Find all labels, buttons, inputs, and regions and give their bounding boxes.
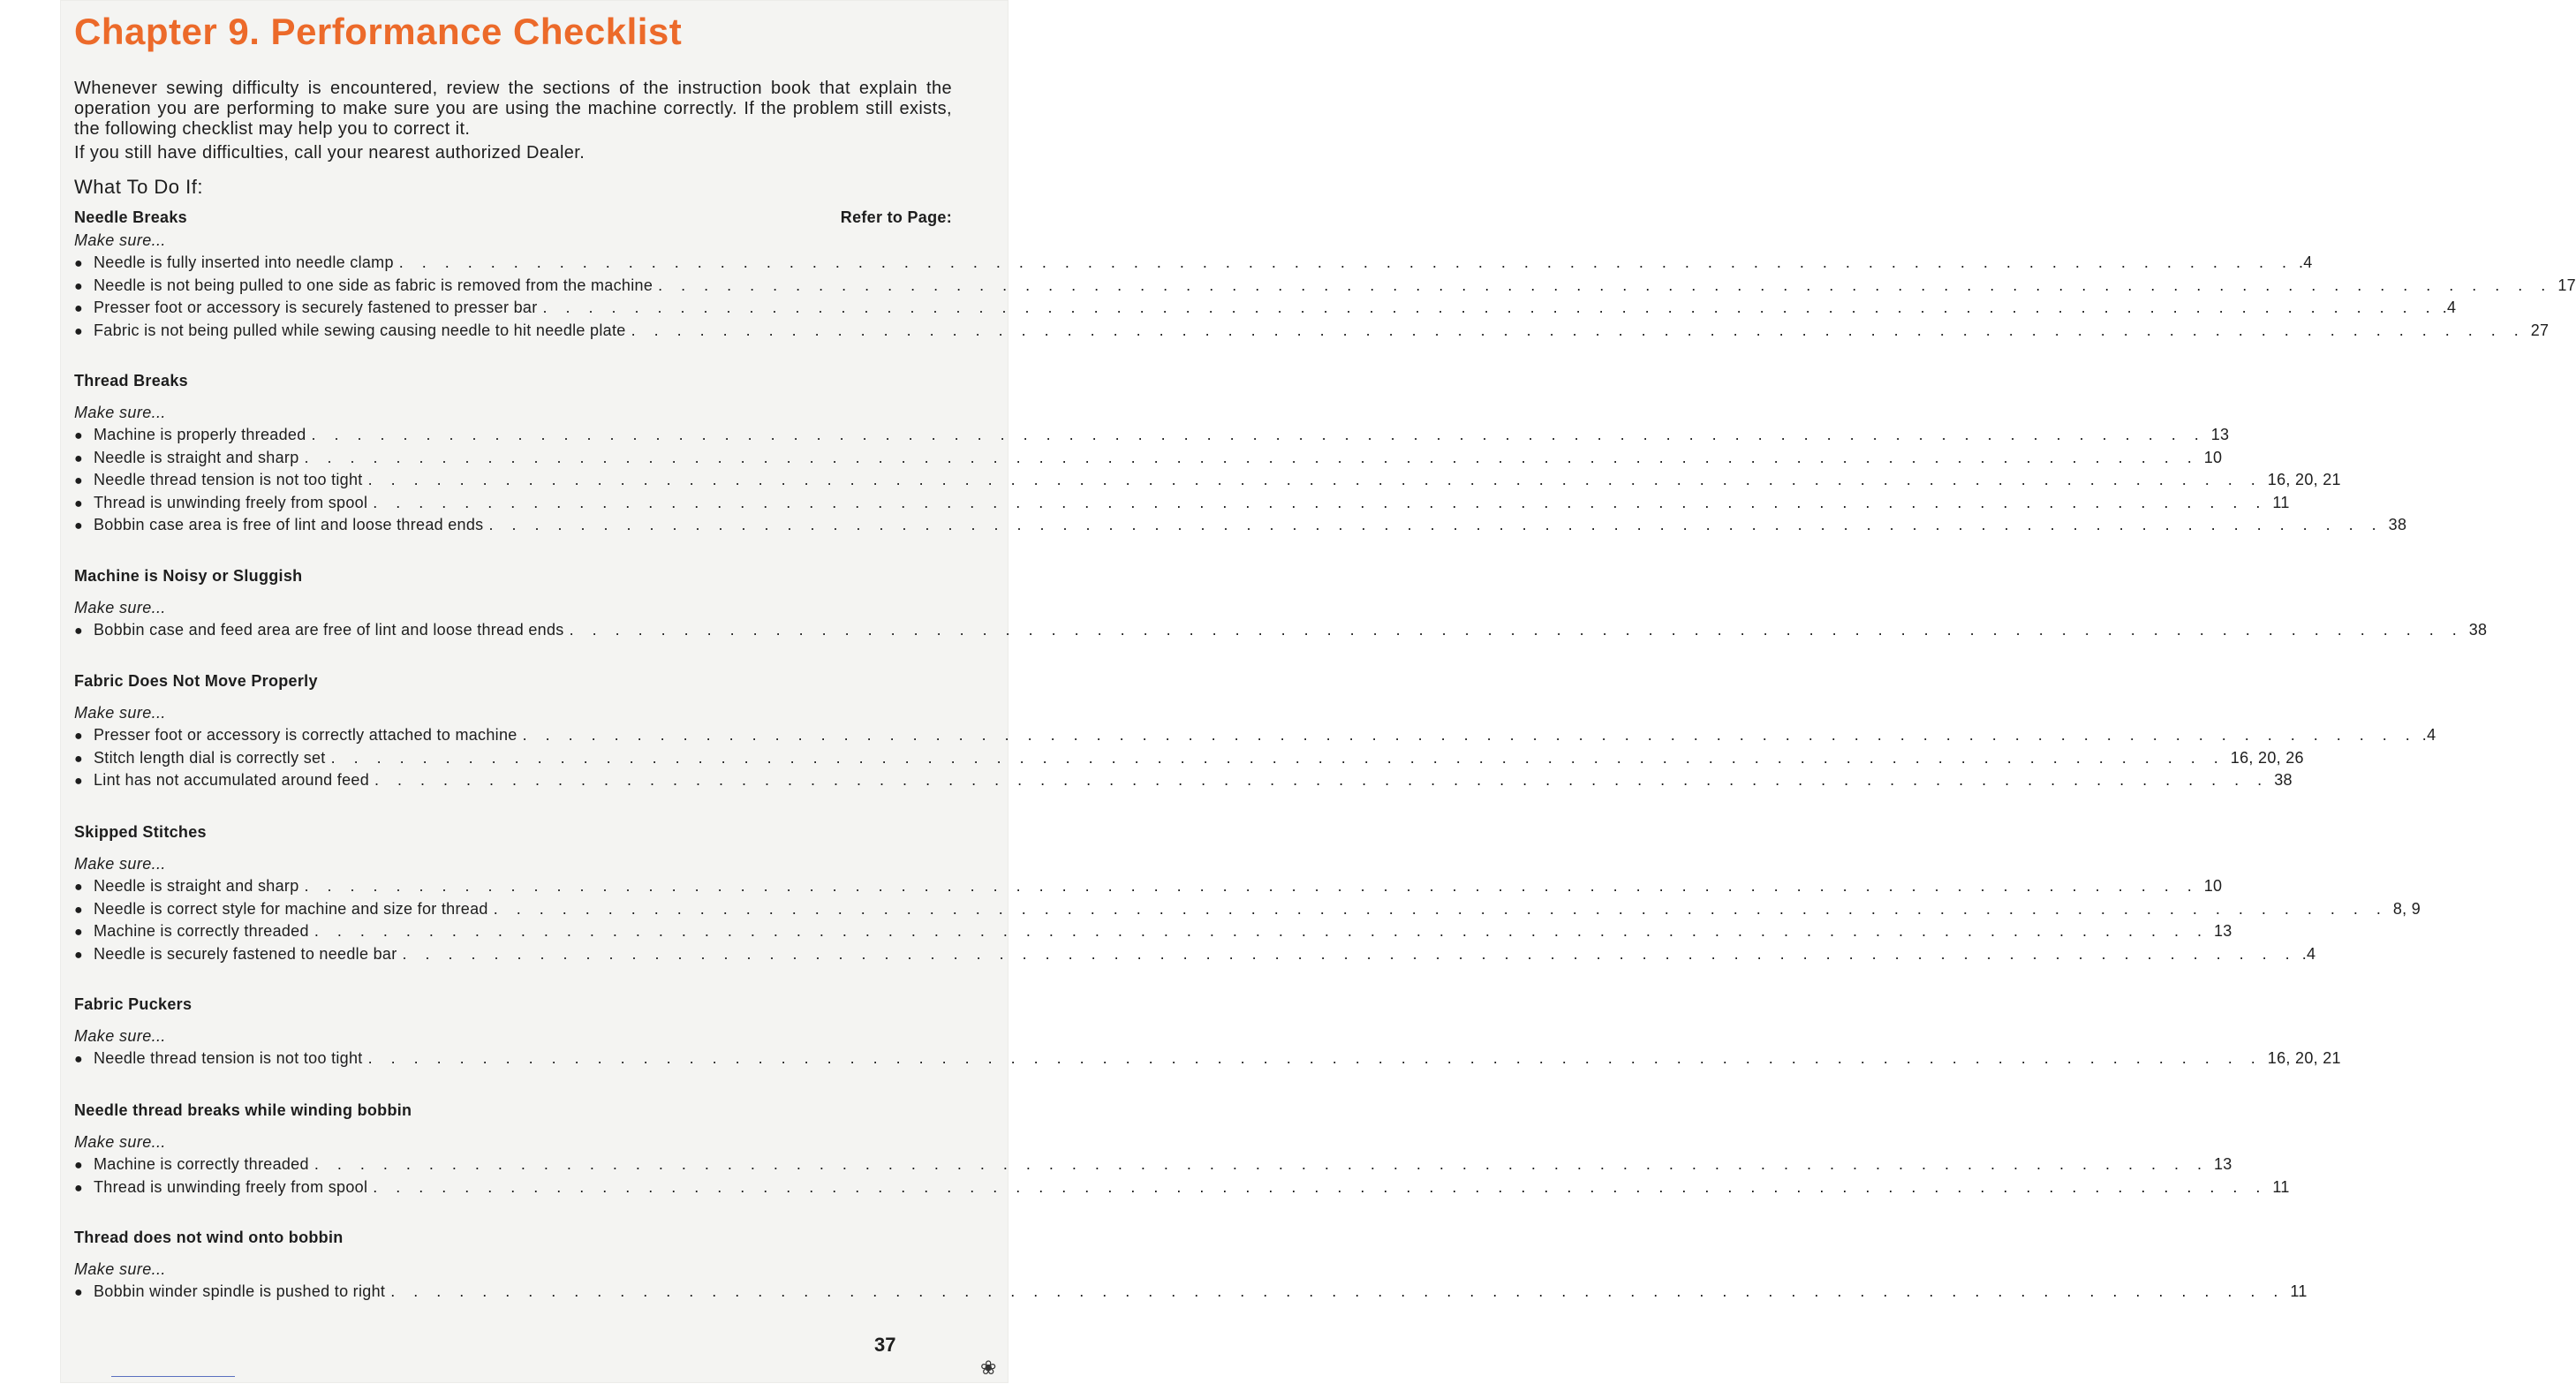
checklist-item: ● Thread is unwinding freely from spool . . . . . . . . . . . . . . . . . . . . . . . . . . . . . . . . . . . . . . . . . . . . . . . . . . . . . . . . . . . . . . . . . . . . . . . . . . . . . . . . . . . 11 <box>74 493 2290 511</box>
dot-leader: . . . . . . . . . . . . . . . . . . . . . . . . . . . . . . . . . . . . . . . . . . . . . . . . . . . . . . . . . . . . . . . . . . . . . . . . . . . . . . . . . . . <box>374 771 2270 789</box>
section-heading: Skipped Stitches <box>74 823 207 841</box>
bullet-icon: ● <box>74 473 83 488</box>
checklist-item: ● Needle is straight and sharp . . . . . . . . . . . . . . . . . . . . . . . . . . . . . . . . . . . . . . . . . . . . . . . . . . . . . . . . . . . . . . . . . . . . . . . . . . . . . . . . . . . 10 <box>74 877 2223 895</box>
make-sure-label: Make sure... <box>74 231 166 249</box>
bullet-icon: ● <box>74 947 83 963</box>
section-heading: Thread does not wind onto bobbin <box>74 1229 344 1246</box>
page-reference: 8, 9 <box>2392 899 2421 918</box>
checklist-item: ● Machine is correctly threaded . . . . . . . . . . . . . . . . . . . . . . . . . . . . . . . . . . . . . . . . . . . . . . . . . . . . . . . . . . . . . . . . . . . . . . . . . . . . . . . . . . . 13 <box>74 922 2232 940</box>
what-to-do-heading: What To Do If: <box>74 176 203 198</box>
page-reference: 16, 20, 26 <box>2230 748 2304 767</box>
section-heading: Machine is Noisy or Sluggish <box>74 567 303 585</box>
dot-leader: . . . . . . . . . . . . . . . . . . . . . . . . . . . . . . . . . . . . . . . . . . . . . . . . . . . . . . . . . . . . . . . . . . . . . . . . . . . . . . . . . . . <box>367 1049 2262 1067</box>
bullet-icon: ● <box>74 751 83 767</box>
dot-leader: . . . . . . . . . . . . . . . . . . . . . . . . . . . . . . . . . . . . . . . . . . . . . . . . . . . . . . . . . . . . . . . . . . . . . . . . . . . . . . . . . . . <box>314 922 2209 940</box>
make-sure-label: Make sure... <box>74 404 166 421</box>
section-bobbin-wind <box>74 1229 2308 1305</box>
page-reference: 38 <box>2274 771 2293 789</box>
page-reference: .4 <box>2442 299 2457 316</box>
dot-leader: . . . . . . . . . . . . . . . . . . . . . . . . . . . . . . . . . . . . . . . . . . . . . . . . . . . . . . . . . . . . . . . . . . . . . . . . . . . . . . . . . . . <box>569 621 2464 639</box>
section-machine-noisy <box>74 567 2488 644</box>
bullet-icon: ● <box>74 1180 83 1196</box>
dot-leader: . . . . . . . . . . . . . . . . . . . . . . . . . . . . . . . . . . . . . . . . . . . . . . . . . . . . . . . . . . . . . . . . . . . . . . . . . . . . . . . . . . . <box>402 944 2297 963</box>
checklist-item: ● Bobbin case and feed area are free of lint and loose thread ends . . . . . . . . . . . . . . . . . . . . . . . . . . . . . . . . . . . . . . . . . . . . . . . . . . . . . . . . . . . . . . . . . . . . . . . . . . . . . . . . . . . 38 <box>74 621 2488 639</box>
bullet-icon: ● <box>74 1158 83 1173</box>
bullet-icon: ● <box>74 518 83 533</box>
bullet-icon: ● <box>74 902 83 918</box>
page-reference: 11 <box>2272 1177 2290 1196</box>
dot-leader: . . . . . . . . . . . . . . . . . . . . . . . . . . . . . . . . . . . . . . . . . . . . . . . . . . . . . . . . . . . . . . . . . . . . . . . . . . . . . . . . . . . <box>304 877 2199 895</box>
page-reference: 10 <box>2203 448 2223 466</box>
bullet-icon: ● <box>74 301 83 316</box>
page-reference: 16, 20, 21 <box>2267 471 2341 488</box>
bullet-icon: ● <box>74 774 83 789</box>
make-sure-label: Make sure... <box>74 855 166 873</box>
checklist-item: ● Stitch length dial is correctly set . . . . . . . . . . . . . . . . . . . . . . . . . . . . . . . . . . . . . . . . . . . . . . . . . . . . . . . . . . . . . . . . . . . . . . . . . . . . . . . . . . . 16, 20, 26 <box>74 748 2304 767</box>
page-reference: 38 <box>2388 516 2407 533</box>
section-skipped-stitches <box>74 823 2421 967</box>
page-reference: 10 <box>2203 877 2223 895</box>
dot-leader: . . . . . . . . . . . . . . . . . . . . . . . . . . . . . . . . . . . . . . . . . . . . . . . . . . . . . . . . . . . . . . . . . . . . . . . . . . . . . . . . . . . <box>367 471 2262 488</box>
section-heading: Fabric Does Not Move Properly <box>74 672 318 690</box>
chapter-title: Chapter 9. Performance Checklist <box>74 11 683 52</box>
dot-leader: . . . . . . . . . . . . . . . . . . . . . . . . . . . . . . . . . . . . . . . . . . . . . . . . . . . . . . . . . . . . . . . . . . . . . . . . . . . . . . . . . . . <box>522 726 2417 744</box>
checklist-item: ● Needle thread tension is not too tight . . . . . . . . . . . . . . . . . . . . . . . . . . . . . . . . . . . . . . . . . . . . . . . . . . . . . . . . . . . . . . . . . . . . . . . . . . . . . . . . . . . 16, 20, 21 <box>74 471 2341 488</box>
dot-leader: . . . . . . . . . . . . . . . . . . . . . . . . . . . . . . . . . . . . . . . . . . . . . . . . . . . . . . . . . . . . . . . . . . . . . . . . . . . . . . . . . . . <box>658 276 2553 294</box>
make-sure-label: Make sure... <box>74 704 166 722</box>
bullet-icon: ● <box>74 278 83 294</box>
checklist-item: ● Machine is properly threaded . . . . . . . . . . . . . . . . . . . . . . . . . . . . . . . . . . . . . . . . . . . . . . . . . . . . . . . . . . . . . . . . . . . . . . . . . . . . . . . . . . . 13 <box>74 426 2230 443</box>
checklist-item: ● Needle is securely fastened to needle bar . . . . . . . . . . . . . . . . . . . . . . . . . . . . . . . . . . . . . . . . . . . . . . . . . . . . . . . . . . . . . . . . . . . . . . . . . . . . . . . . . . . .4 <box>74 944 2316 963</box>
checklist-item: ● Needle is fully inserted into needle clamp . . . . . . . . . . . . . . . . . . . . . . . . . . . . . . . . . . . . . . . . . . . . . . . . . . . . . . . . . . . . . . . . . . . . . . . . . . . . . . . . . . . .4 <box>74 253 2313 271</box>
page-reference: .4 <box>2421 726 2436 744</box>
bullet-icon: ● <box>74 256 83 271</box>
checklist-item: ● Bobbin winder spindle is pushed to right . . . . . . . . . . . . . . . . . . . . . . . . . . . . . . . . . . . . . . . . . . . . . . . . . . . . . . . . . . . . . . . . . . . . . . . . . . . . . . . . . . . 11 <box>74 1282 2308 1300</box>
section-heading: Thread Breaks <box>74 372 188 389</box>
section-heading: Fabric Puckers <box>74 995 193 1013</box>
refer-to-page-label: Refer to Page: <box>840 208 952 226</box>
page-reference: 13 <box>2210 426 2230 443</box>
bullet-icon: ● <box>74 1052 83 1067</box>
bullet-icon: ● <box>74 428 83 443</box>
bullet-icon: ● <box>74 1285 83 1300</box>
make-sure-label: Make sure... <box>74 1133 166 1151</box>
dot-leader: . . . . . . . . . . . . . . . . . . . . . . . . . . . . . . . . . . . . . . . . . . . . . . . . . . . . . . . . . . . . . . . . . . . . . . . . . . . . . . . . . . . <box>542 299 2437 316</box>
section-fabric-not-moving <box>74 672 2436 794</box>
page-reference: 38 <box>2468 621 2488 639</box>
checklist-item: ● Presser foot or accessory is correctly attached to machine . . . . . . . . . . . . . . . . . . . . . . . . . . . . . . . . . . . . . . . . . . . . . . . . . . . . . . . . . . . . . . . . . . . . . . . . . . . . . . . . . . . .4 <box>74 726 2436 744</box>
page-reference: .4 <box>2298 253 2313 271</box>
section-fabric-puckers <box>74 995 2341 1072</box>
checklist-item: ● Needle thread tension is not too tight . . . . . . . . . . . . . . . . . . . . . . . . . . . . . . . . . . . . . . . . . . . . . . . . . . . . . . . . . . . . . . . . . . . . . . . . . . . . . . . . . . . 16, 20, 21 <box>74 1049 2341 1067</box>
make-sure-label: Make sure... <box>74 1027 166 1045</box>
checklist-item: ● Thread is unwinding freely from spool . . . . . . . . . . . . . . . . . . . . . . . . . . . . . . . . . . . . . . . . . . . . . . . . . . . . . . . . . . . . . . . . . . . . . . . . . . . . . . . . . . . 11 <box>74 1177 2290 1196</box>
page-reference: 11 <box>2290 1282 2308 1300</box>
dot-leader: . . . . . . . . . . . . . . . . . . . . . . . . . . . . . . . . . . . . . . . . . . . . . . . . . . . . . . . . . . . . . . . . . . . . . . . . . . . . . . . . . . . <box>390 1282 2285 1300</box>
checklist-item: ● Lint has not accumulated around feed . . . . . . . . . . . . . . . . . . . . . . . . . . . . . . . . . . . . . . . . . . . . . . . . . . . . . . . . . . . . . . . . . . . . . . . . . . . . . . . . . . . 38 <box>74 771 2293 789</box>
dot-leader: . . . . . . . . . . . . . . . . . . . . . . . . . . . . . . . . . . . . . . . . . . . . . . . . . . . . . . . . . . . . . . . . . . . . . . . . . . . . . . . . . . . <box>398 253 2293 271</box>
page-reference: 17 <box>2557 276 2576 294</box>
page-reference: .4 <box>2301 944 2316 963</box>
page-reference: 16, 20, 21 <box>2267 1049 2341 1067</box>
dot-leader: . . . . . . . . . . . . . . . . . . . . . . . . . . . . . . . . . . . . . . . . . . . . . . . . . . . . . . . . . . . . . . . . . . . . . . . . . . . . . . . . . . . <box>373 1177 2268 1196</box>
checklist-item: ● Needle is not being pulled to one side as fabric is removed from the machine . . . . . . . . . . . . . . . . . . . . . . . . . . . . . . . . . . . . . . . . . . . . . . . . . . . . . . . . . . . . . . . . . . . . . . . . . . . . . . . . . . . 17 <box>74 276 2576 294</box>
page-reference: 13 <box>2213 922 2232 940</box>
checklist-item: ● Bobbin case area is free of lint and loose thread ends . . . . . . . . . . . . . . . . . . . . . . . . . . . . . . . . . . . . . . . . . . . . . . . . . . . . . . . . . . . . . . . . . . . . . . . . . . . . . . . . . . . 38 <box>74 516 2407 533</box>
dot-leader: . . . . . . . . . . . . . . . . . . . . . . . . . . . . . . . . . . . . . . . . . . . . . . . . . . . . . . . . . . . . . . . . . . . . . . . . . . . . . . . . . . . <box>330 748 2225 767</box>
dealer-note: If you still have difficulties, call your nearest authorized Dealer. <box>74 143 585 163</box>
dot-leader: . . . . . . . . . . . . . . . . . . . . . . . . . . . . . . . . . . . . . . . . . . . . . . . . . . . . . . . . . . . . . . . . . . . . . . . . . . . . . . . . . . . <box>311 426 2206 443</box>
dot-leader: . . . . . . . . . . . . . . . . . . . . . . . . . . . . . . . . . . . . . . . . . . . . . . . . . . . . . . . . . . . . . . . . . . . . . . . . . . . . . . . . . . . <box>314 1155 2209 1173</box>
checklist-item: ● Machine is correctly threaded . . . . . . . . . . . . . . . . . . . . . . . . . . . . . . . . . . . . . . . . . . . . . . . . . . . . . . . . . . . . . . . . . . . . . . . . . . . . . . . . . . . 13 <box>74 1155 2232 1173</box>
checklist-item: ● Presser foot or accessory is securely fastened to presser bar . . . . . . . . . . . . . . . . . . . . . . . . . . . . . . . . . . . . . . . . . . . . . . . . . . . . . . . . . . . . . . . . . . . . . . . . . . . . . . . . . . . .4 <box>74 299 2457 316</box>
bullet-icon: ● <box>74 729 83 744</box>
section-heading: Needle thread breaks while winding bobbin <box>74 1101 412 1119</box>
dot-leader: . . . . . . . . . . . . . . . . . . . . . . . . . . . . . . . . . . . . . . . . . . . . . . . . . . . . . . . . . . . . . . . . . . . . . . . . . . . . . . . . . . . <box>488 516 2383 533</box>
bullet-icon: ● <box>74 323 83 339</box>
make-sure-label: Make sure... <box>74 599 166 616</box>
bullet-icon: ● <box>74 624 83 639</box>
corner-smudge-icon: ❀ <box>980 1357 997 1379</box>
bullet-icon: ● <box>74 495 83 511</box>
checklist-item: ● Needle is straight and sharp . . . . . . . . . . . . . . . . . . . . . . . . . . . . . . . . . . . . . . . . . . . . . . . . . . . . . . . . . . . . . . . . . . . . . . . . . . . . . . . . . . . 10 <box>74 448 2223 466</box>
bullet-icon: ● <box>74 450 83 466</box>
bullet-icon: ● <box>74 880 83 895</box>
dot-leader: . . . . . . . . . . . . . . . . . . . . . . . . . . . . . . . . . . . . . . . . . . . . . . . . . . . . . . . . . . . . . . . . . . . . . . . . . . . . . . . . . . . <box>631 321 2526 339</box>
section-winding-breaks <box>74 1101 2290 1200</box>
dot-leader: . . . . . . . . . . . . . . . . . . . . . . . . . . . . . . . . . . . . . . . . . . . . . . . . . . . . . . . . . . . . . . . . . . . . . . . . . . . . . . . . . . . <box>493 899 2388 918</box>
page-reference: 13 <box>2213 1155 2232 1173</box>
section-thread-breaks <box>74 372 2407 539</box>
page-reference: 11 <box>2272 493 2290 511</box>
dot-leader: . . . . . . . . . . . . . . . . . . . . . . . . . . . . . . . . . . . . . . . . . . . . . . . . . . . . . . . . . . . . . . . . . . . . . . . . . . . . . . . . . . . <box>304 448 2199 466</box>
section-heading: Needle Breaks <box>74 208 187 226</box>
page-number: 37 <box>874 1334 896 1356</box>
make-sure-label: Make sure... <box>74 1260 166 1278</box>
checklist-item: ● Fabric is not being pulled while sewing causing needle to hit needle plate . . . . . . . . . . . . . . . . . . . . . . . . . . . . . . . . . . . . . . . . . . . . . . . . . . . . . . . . . . . . . . . . . . . . . . . . . . . . . . . . . . . 27 <box>74 321 2550 339</box>
checklist-item: ● Needle is correct style for machine and size for thread . . . . . . . . . . . . . . . . . . . . . . . . . . . . . . . . . . . . . . . . . . . . . . . . . . . . . . . . . . . . . . . . . . . . . . . . . . . . . . . . . . . 8, 9 <box>74 899 2421 918</box>
section-needle-breaks <box>74 208 2576 344</box>
page-reference: 27 <box>2530 321 2550 339</box>
footer-rule <box>111 1376 235 1377</box>
bullet-icon: ● <box>74 925 83 940</box>
intro-paragraph: Whenever sewing difficulty is encountered, review the sections of the instruction book that explain the operation you are performing to make sure you are using the machine correctly. If the problem still exists, the following checklist may help you to correct it. <box>74 79 952 139</box>
dot-leader: . . . . . . . . . . . . . . . . . . . . . . . . . . . . . . . . . . . . . . . . . . . . . . . . . . . . . . . . . . . . . . . . . . . . . . . . . . . . . . . . . . . <box>373 493 2268 511</box>
